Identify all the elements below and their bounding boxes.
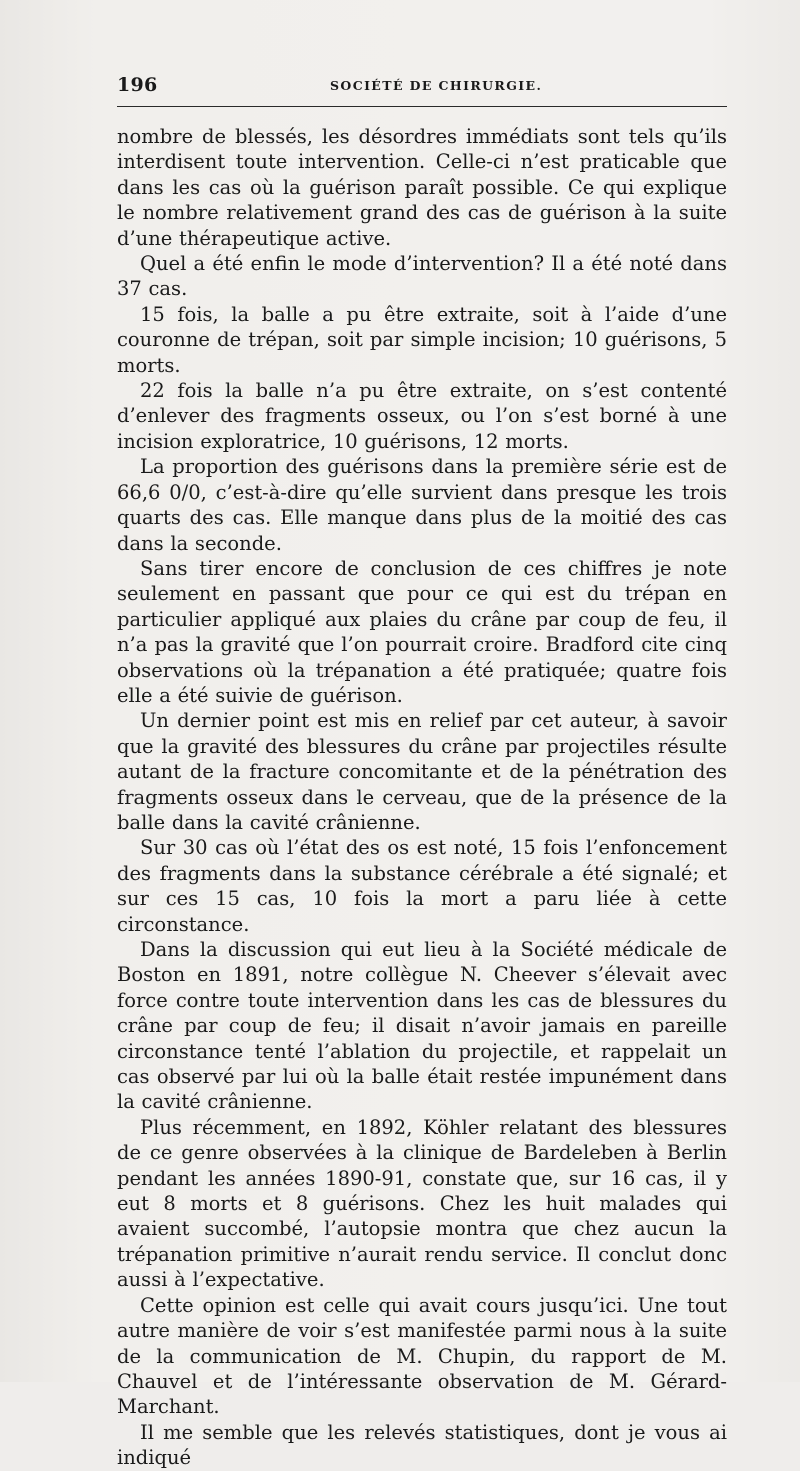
page-header [117, 74, 727, 100]
running-head: SOCIÉTÉ DE CHIRURGIE. [330, 78, 543, 93]
paragraph: Un dernier point est mis en relief par cet auteur, à savoir que la gravité des blessures du crâne par projectiles résulte autant de la fracture concomitante et de la pénétration des fragments osseux dans le cerveau, que de la présence de la balle dans la cavité crânienne. [117, 709, 727, 834]
header-rule [117, 106, 727, 107]
body-text [117, 124, 727, 1471]
paragraph: Quel a été enfin le mode d’intervention? Il a été noté dans 37 cas. [117, 252, 727, 301]
paragraph: 15 fois, la balle a pu être extraite, soit à l’aide d’une couronne de trépan, soit par simple incision; 10 guérisons, 5 morts. [117, 302, 727, 377]
paragraph: Dans la discussion qui eut lieu à la Société médicale de Boston en 1891, notre collègue N. Cheever s’élevait avec force contre toute intervention dans les cas de blessures du crâne par coup de feu; il disait n’avoir jamais en pareille circonstance tenté l’ablation du projectile, et rappelait un cas observé par lui où la balle était restée impunément dans la cavité crânienne. [117, 938, 727, 1114]
paragraph: Sur 30 cas où l’état des os est noté, 15 fois l’enfoncement des fragments dans la substance cérébrale a été signalé; et sur ces 15 cas, 10 fois la mort a paru liée à cette circonstance. [117, 836, 727, 936]
paragraph: La proportion des guérisons dans la première série est de 66,6 0/0, c’est-à-dire qu’elle survient dans presque les trois quarts des cas. Elle manque dans plus de la moitié des cas dans la seconde. [117, 455, 727, 555]
paragraph: 22 fois la balle n’a pu être extraite, on s’est contenté d’enlever des fragments osseux, ou l’on s’est borné à une incision exploratrice, 10 guérisons, 12 morts. [117, 379, 727, 453]
page-number: 196 [117, 74, 158, 96]
paragraph: nombre de blessés, les désordres immédiats sont tels qu’ils interdisent toute intervention. Celle-ci n’est praticable que dans les cas où la guérison paraît possible. Ce qui explique le nombre relativement grand des cas de guérison à la suite d’une thérapeutique active. [117, 125, 727, 250]
paragraph: Sans tirer encore de conclusion de ces chiffres je note seulement en passant que pour ce qui est du trépan en particulier appliqué aux plaies du crâne par coup de feu, il n’a pas la gravité que l’on pourrait croire. Bradford cite cinq observations où la trépanation a été pratiquée; quatre fois elle a été suivie de guérison. [117, 556, 727, 707]
paragraph: Cette opinion est celle qui avait cours jusqu’ici. Une tout autre manière de voir s’est manifestée parmi nous à la suite de la communication de M. Chupin, du rapport de M. Chauvel et de l’intéressante observation de M. Gérard-Marchant. [117, 1293, 727, 1419]
paragraph: Il me semble que les relevés statistiques, dont je vous ai indiqué [117, 1420, 727, 1470]
paragraph: Plus récemment, en 1892, Köhler relatant des blessures de ce genre observées à la clinique de Bardeleben à Berlin pendant les années 1890-91, constate que, sur 16 cas, il y eut 8 morts et 8 guérisons. Chez les huit malades qui avaient succombé, l’autopsie montra que chez aucun la trépanation primitive n’aurait rendu service. Il conclut donc aussi à l’expectative. [117, 1115, 727, 1292]
